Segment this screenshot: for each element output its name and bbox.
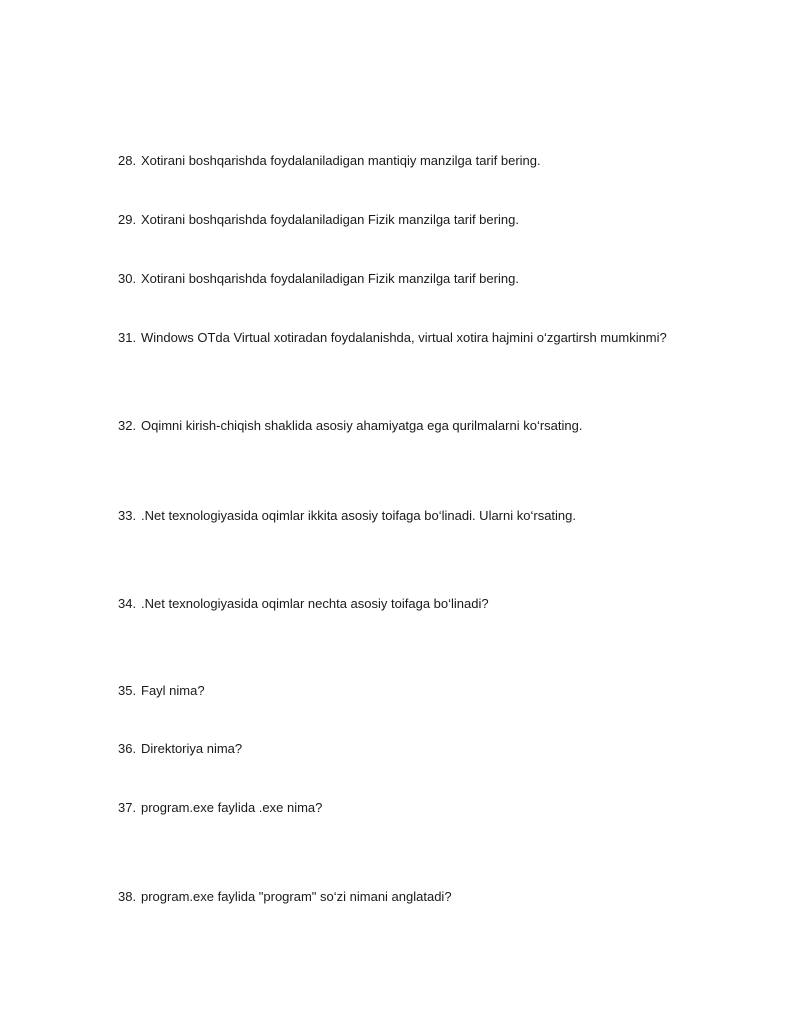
question-number: 34. — [118, 596, 137, 611]
question-text: Xotirani boshqarishda foydalaniladigan Fizik manzilga tarif bering. — [141, 271, 519, 286]
question-number: 32. — [118, 418, 137, 433]
question-text: Direktoriya nima? — [141, 741, 243, 756]
question-item — [118, 418, 758, 434]
question-item — [118, 683, 758, 699]
question-text: Fayl nima? — [141, 683, 205, 698]
question-number: 29. — [118, 212, 137, 227]
question-text: Oqimni kirish-chiqish shaklida asosiy ahamiyatga ega qurilmalarni ko‘rsating. — [141, 418, 583, 433]
question-text: .Net texnologiyasida oqimlar nechta asosiy toifaga bo‘linadi? — [141, 596, 489, 611]
question-item — [118, 330, 758, 346]
question-text: Xotirani boshqarishda foydalaniladigan Fizik manzilga tarif bering. — [141, 212, 519, 227]
question-number: 31. — [118, 330, 137, 345]
question-number: 35. — [118, 683, 137, 698]
question-number: 36. — [118, 741, 137, 756]
question-text: Xotirani boshqarishda foydalaniladigan mantiqiy manzilga tarif bering. — [141, 153, 541, 168]
question-item — [118, 800, 758, 816]
question-number: 28. — [118, 153, 137, 168]
question-number: 30. — [118, 271, 137, 286]
question-item — [118, 508, 758, 524]
question-item — [118, 271, 758, 287]
question-text: program.exe faylida "program" so‘zi nimani anglatadi? — [141, 889, 452, 904]
question-item — [118, 212, 758, 228]
question-text: program.exe faylida .exe nima? — [141, 800, 323, 815]
question-item — [118, 153, 758, 169]
question-number: 38. — [118, 889, 137, 904]
question-item — [118, 889, 758, 905]
question-text: .Net texnologiyasida oqimlar ikkita asosiy toifaga bo‘linadi. Ularni ko‘rsating. — [141, 508, 576, 523]
question-number: 37. — [118, 800, 137, 815]
question-text: Windows OTda Virtual xotiradan foydalanishda, virtual xotira hajmini o‘zgartirsh mumkinmi? — [141, 330, 667, 345]
question-item — [118, 741, 758, 757]
question-item — [118, 596, 758, 612]
question-number: 33. — [118, 508, 137, 523]
